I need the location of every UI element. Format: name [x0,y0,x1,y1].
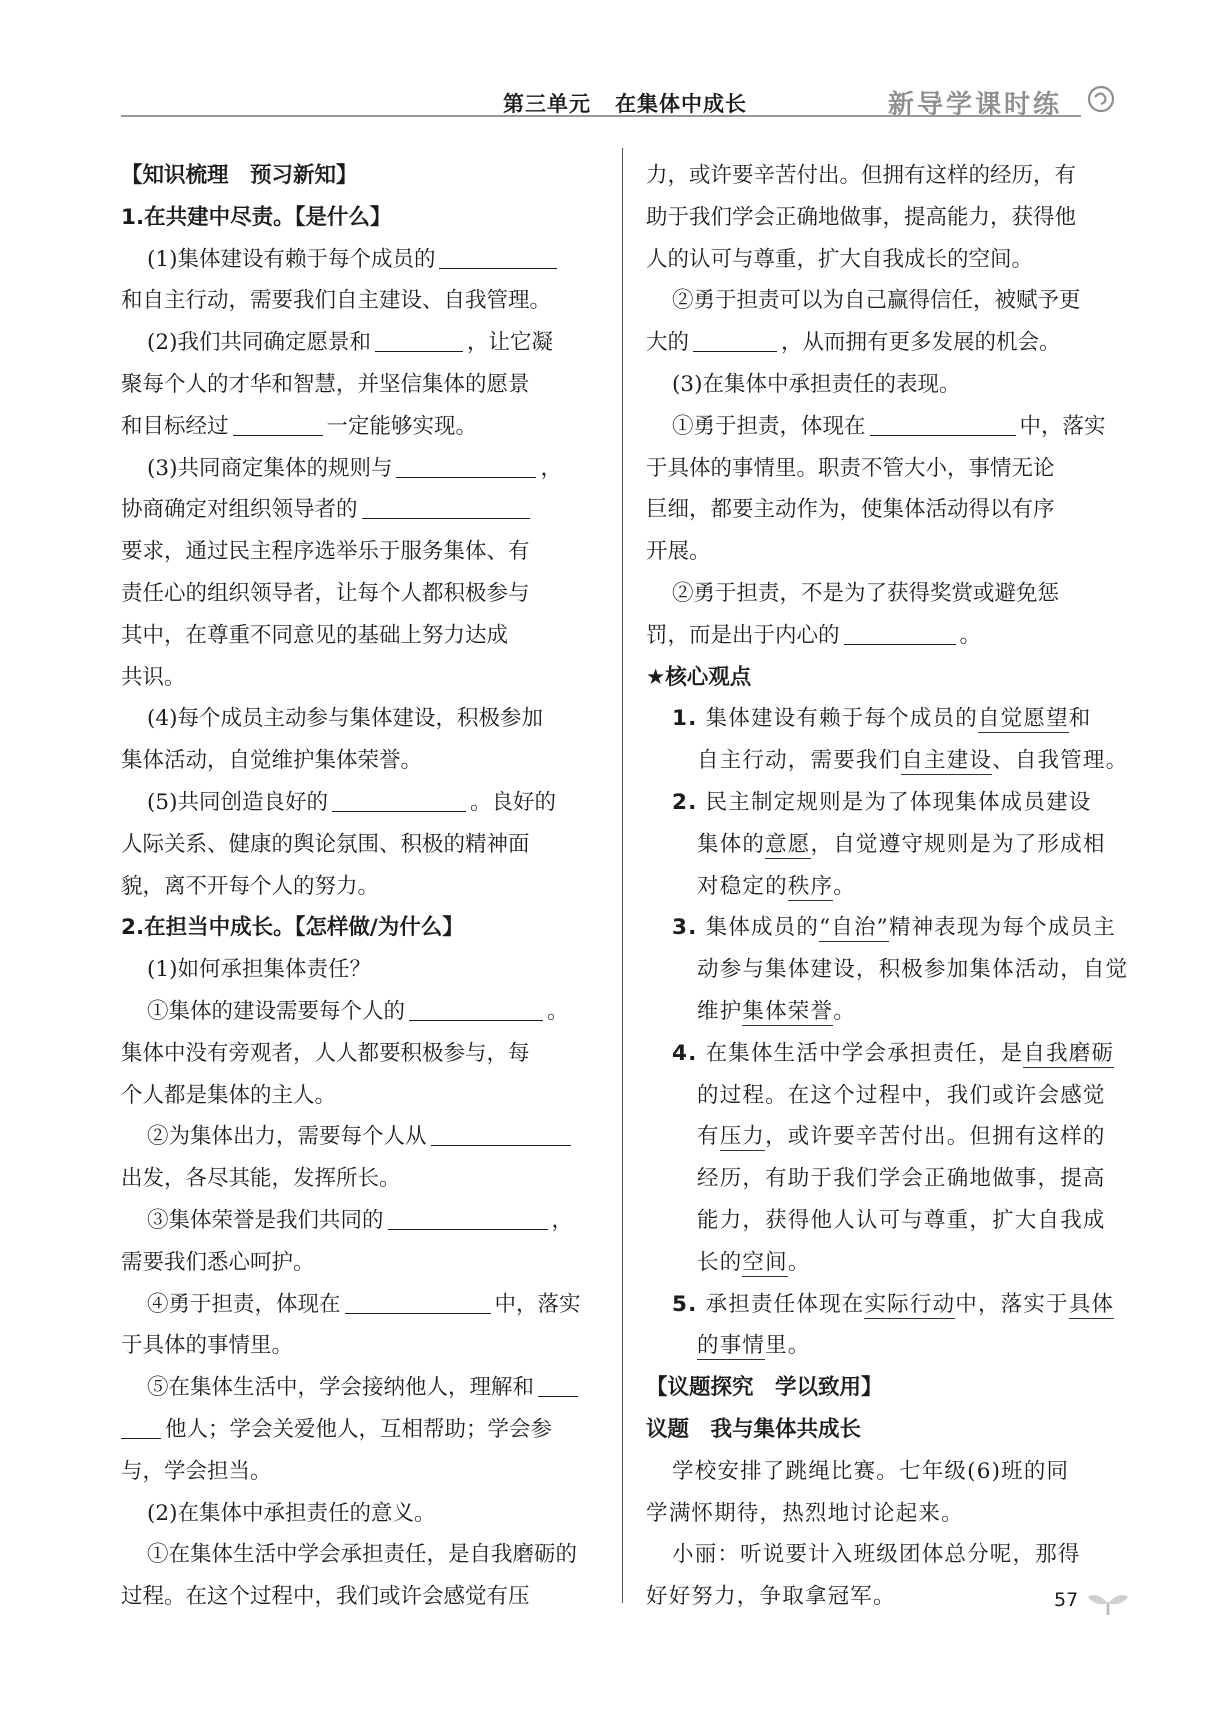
text-line: 学满怀期待，热烈地讨论起来。 [646,1500,964,1526]
text-line: 其中，在尊重不同意见的基础上努力达成 [121,622,509,648]
item-2-3-1: ①勇于担责，体现在 中，落实 [646,406,1126,448]
text-line: 小丽：听说要计入班级团体总分呢，那得 [672,1542,1081,1568]
item-2-1: (1)如何承担集体责任？ [147,957,371,983]
text-line: 与，学会担当。 [121,1458,272,1484]
fill-blank[interactable] [844,620,956,645]
section-title-knowledge: 【知识梳理 预习新知】 [121,163,358,188]
text-line: 大的 ，从而拥有更多发展的机会。 [646,322,1126,364]
header-rule [121,115,1081,117]
text-line: 貌，离不开每个人的努力。 [121,873,380,899]
text-line: 和自主行动，需要我们自主建设、自我管理。 [121,288,552,314]
text-line: 助于我们学会正确地做事，提高能力，获得他 [646,204,1077,230]
text-line: 他人；学会关爱他人，互相帮助；学会参 [121,1409,603,1451]
item-2-3: (3)在集体中承担责任的表现。 [672,371,961,397]
text-line: 人的认可与尊重，扩大自我成长的空间。 [646,246,1034,272]
item-1-4: (4)每个成员主动参与集体建设，积极参加 [147,706,543,732]
text-line: 的过程。在这个过程中，我们或许会感觉 [697,1082,1106,1108]
item-2-1-5: ⑤在集体生活中，学会接纳他人，理解和 [121,1367,603,1409]
heading-2: 2.在担当中成长。【怎样做/为什么】 [121,915,464,941]
fill-blank[interactable] [396,453,536,478]
text-line: 责任心的组织领导者，让每个人都积极参与 [121,580,530,606]
unit-title: 在集体中成长 [615,92,747,116]
item-2-3-2: ②勇于担责，不是为了获得奖赏或避免惩 [672,580,1060,606]
core-points-title: ★核心观点 [646,664,752,690]
item-1-1: (1)集体建设有赖于每个成员的 [121,239,603,281]
text-line: 的事情里。 [697,1333,811,1359]
text-line: 开展。 [646,539,711,565]
fill-blank[interactable] [345,1289,491,1314]
text-line: 对稳定的秩序。 [697,873,856,899]
page-number: 57 [1054,1589,1079,1611]
sprout-icon [1086,1587,1130,1617]
fill-blank[interactable] [332,787,466,812]
column-divider [622,148,623,1603]
text-line: 于具体的事情里。职责不管大小，事情无论 [646,455,1055,481]
text-line: 人际关系、健康的舆论氛围、积极的精神面 [121,831,530,857]
text-line: 好好努力，争取拿冠军。 [646,1584,896,1610]
text-line: 力，或许要辛苦付出。但拥有这样的经历，有 [646,163,1077,188]
fill-blank[interactable] [409,996,543,1021]
text-line: 集体活动，自觉维护集体荣誉。 [121,748,423,774]
fill-blank[interactable] [233,411,323,436]
item-2-1-2: ②为集体出力，需要每个人从 [121,1116,603,1158]
item-1-2: (2)我们共同确定愿景和 ，让它凝 [121,322,603,364]
core-point-2: 2. 民主制定规则是为了体现集体成员建设 [672,789,1092,815]
left-column [121,155,603,1618]
text-line: 过程。在这个过程中，我们或许会感觉有压 [121,1584,530,1610]
item-2-2: (2)在集体中承担责任的意义。 [147,1500,436,1526]
fill-blank[interactable] [121,1414,161,1439]
item-2-1-4: ④勇于担责，体现在 中，落实 [121,1284,603,1326]
text-line: 集体中没有旁观者，人人都要积极参与，每 [121,1040,530,1066]
text-line: 出发，各尽其能，发挥所长。 [121,1166,401,1192]
heading-1: 1.在共建中尽责。【是什么】 [121,204,392,230]
running-header [503,88,771,118]
section-title-explore: 【议题探究 学以致用】 [646,1375,883,1401]
text-line: 要求，通过民主程序选举乐于服务集体、有 [121,539,530,565]
text-line: 罚，而是出于内心的 。 [646,615,1126,657]
item-1-5: (5)共同创造良好的 。良好的 [121,782,603,824]
item-2-1-1: ①集体的建设需要每个人的 。 [121,991,603,1033]
text-line: 巨细，都要主动作为，使集体活动得以有序 [646,497,1055,523]
unit-label: 第三单元 [503,92,591,116]
brand-title: 新导学课时练 [888,90,1063,120]
fill-blank[interactable] [538,1372,578,1397]
text-line: 个人都是集体的主人。 [121,1082,337,1108]
text-line: 聚每个人的才华和智慧，并坚信集体的愿景 [121,371,530,397]
item-2-2-2: ②勇于担责可以为自己赢得信任，被赋予更 [672,288,1081,314]
topic-title: 议题 我与集体共成长 [646,1416,862,1442]
core-point-4: 4. 在集体生活中学会承担责任，是自我磨砺 [672,1040,1115,1066]
text-line: 动参与集体建设，积极参加集体活动，自觉 [697,957,1129,983]
item-2-2-1: ①在集体生活中学会承担责任，是自我磨砺的 [147,1542,578,1568]
item-2-1-3: ③集体荣誉是我们共同的 ， [121,1200,603,1242]
text-line: 自主行动，需要我们自主建设、自我管理。 [697,748,1129,774]
fill-blank[interactable] [439,244,557,269]
core-point-1: 1. 集体建设有赖于每个成员的自觉愿望和 [672,706,1092,732]
text-line: 有压力，或许要辛苦付出。但拥有这样的 [697,1124,1106,1150]
text-line: 长的空间。 [697,1249,811,1275]
text-line: 需要我们悉心呵护。 [121,1249,315,1275]
text-line: 共识。 [121,664,186,690]
swirl-icon [1086,84,1116,114]
core-point-5: 5. 承担责任体现在实际行动中，落实于具体 [672,1291,1115,1317]
text-line: 学校安排了跳绳比赛。七年级(6)班的同 [672,1458,1070,1484]
text-line: 和目标经过 一定能够实现。 [121,406,603,448]
text-line: 能力，获得他人认可与尊重，扩大自我成 [697,1207,1106,1233]
text-line: 协商确定对组织领导者的 [121,489,603,531]
fill-blank[interactable] [870,411,1016,436]
fill-blank[interactable] [375,327,463,352]
item-1-3: (3)共同商定集体的规则与 ， [121,448,603,490]
fill-blank[interactable] [388,1205,548,1230]
text-line: 维护集体荣誉。 [697,998,856,1024]
text-line: 于具体的事情里。 [121,1333,294,1359]
text-line: 经历，有助于我们学会正确地做事，提高 [697,1166,1106,1192]
fill-blank[interactable] [693,327,777,352]
fill-blank[interactable] [362,494,530,519]
right-column [646,155,1129,1618]
text-line: 集体的意愿，自觉遵守规则是为了形成相 [697,831,1106,857]
fill-blank[interactable] [431,1121,571,1146]
core-point-3: 3. 集体成员的“自治”精神表现为每个成员主 [672,915,1116,941]
